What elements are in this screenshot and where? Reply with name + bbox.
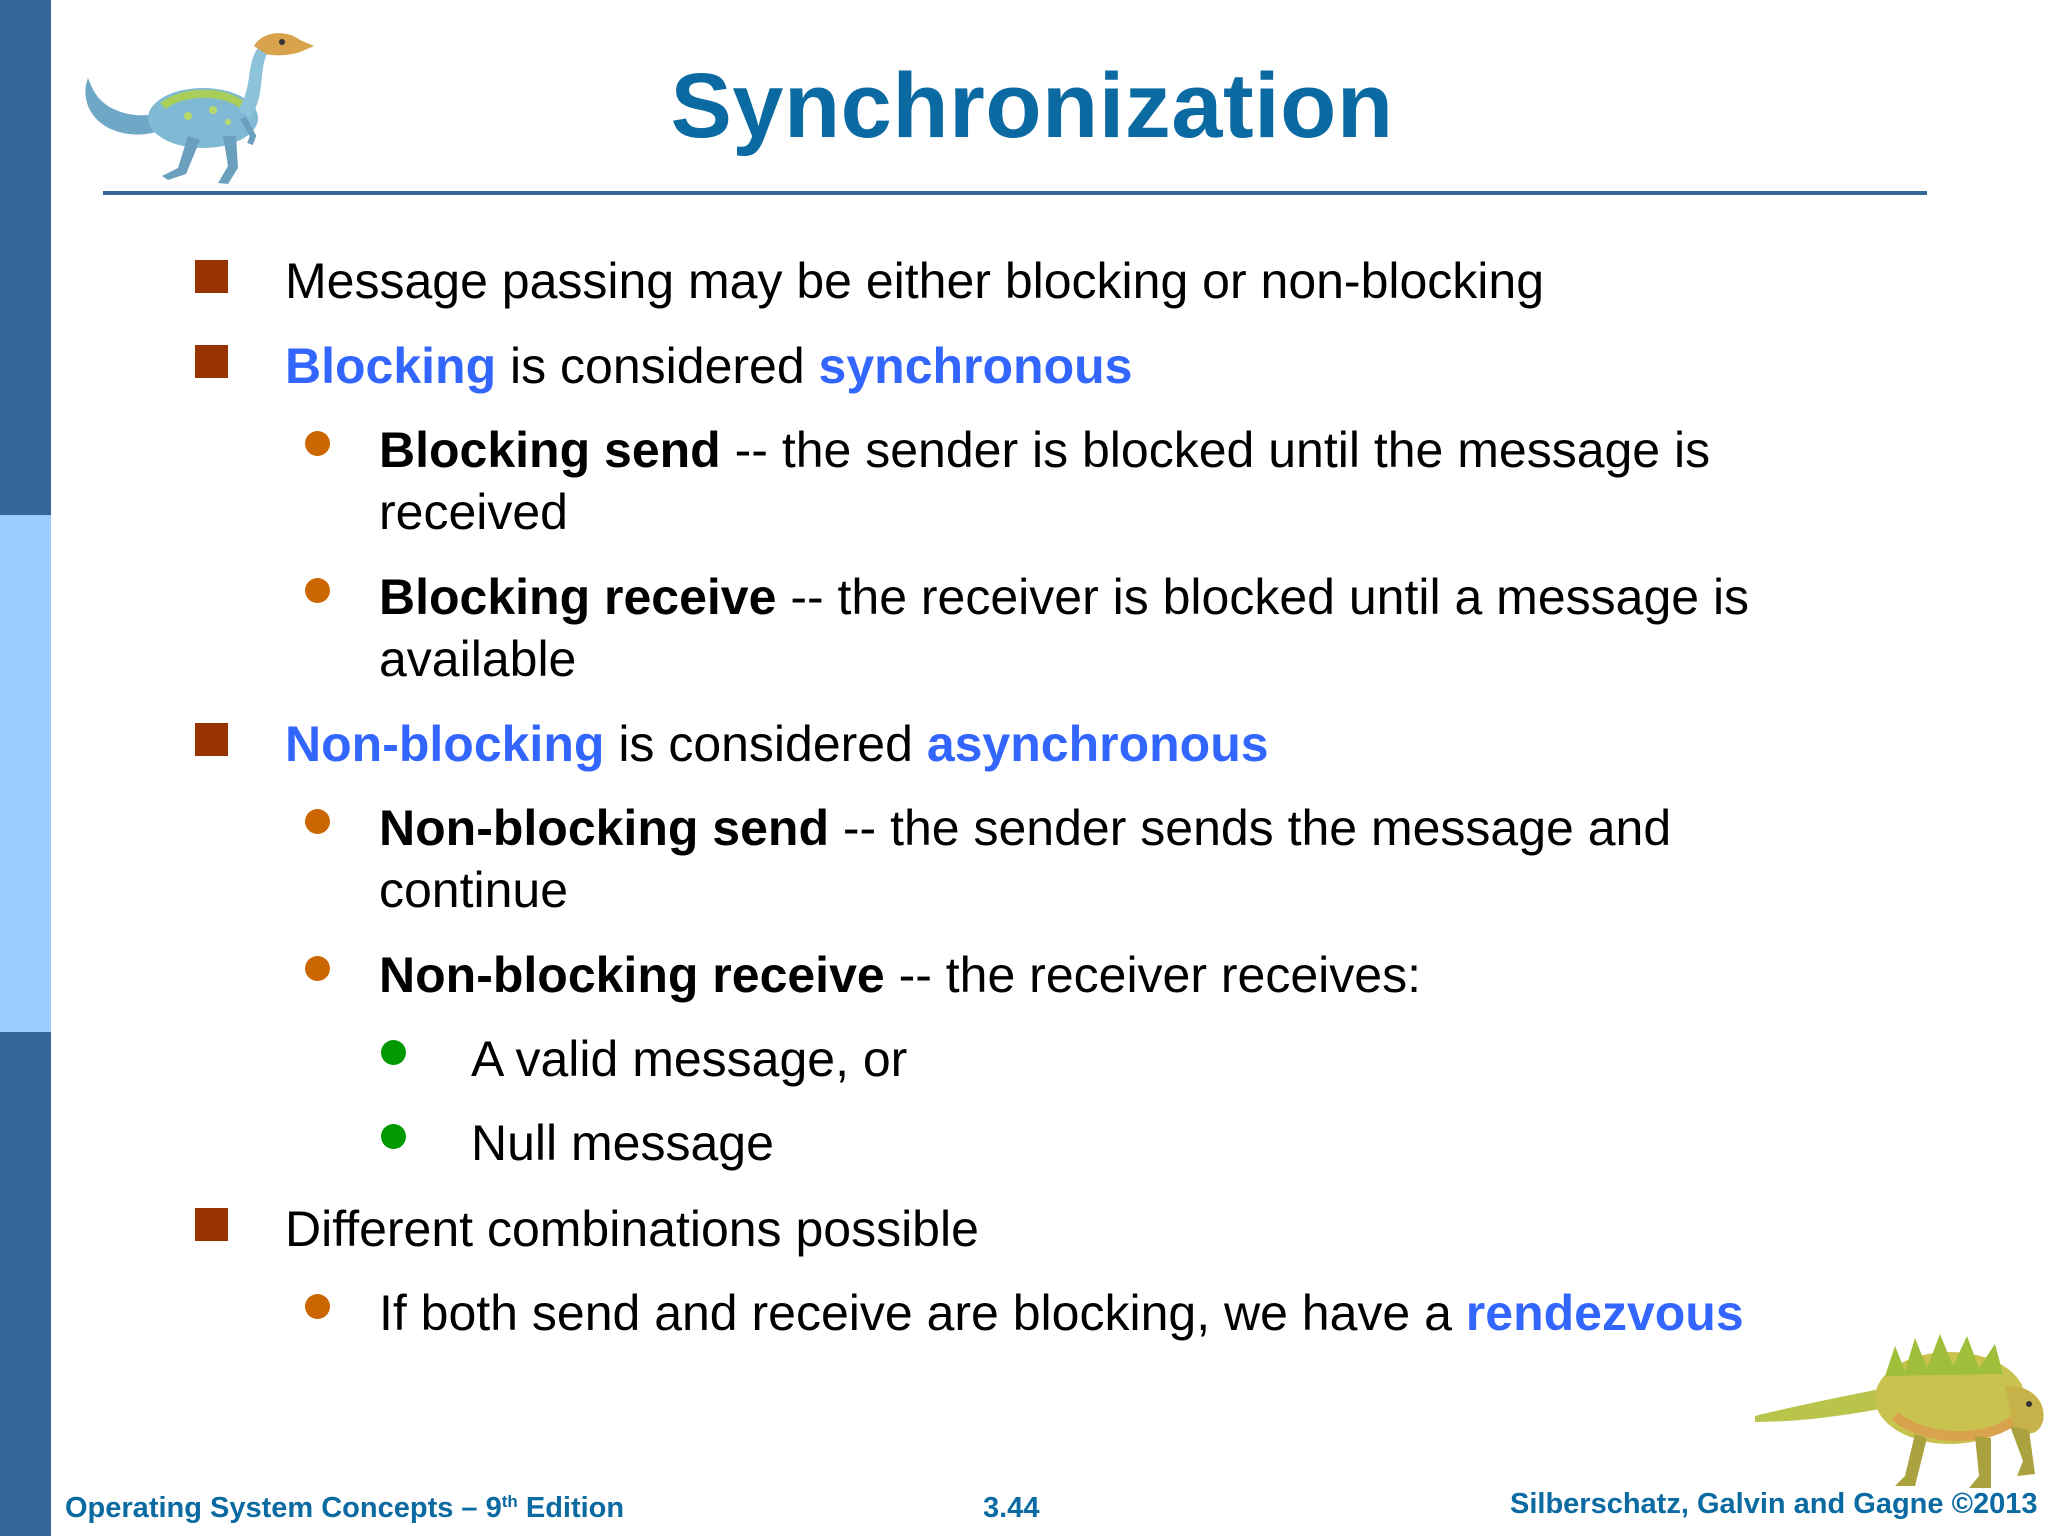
square-bullet-icon: [195, 723, 228, 756]
slide-title: Synchronization: [670, 55, 1394, 157]
bullet-non-blocking: [285, 713, 1269, 775]
footer-authors: Silberschatz, Galvin and Gagne ©2013: [1510, 1488, 2038, 1520]
non-blocking-send-continuation: continue: [379, 862, 569, 918]
title-divider: [103, 191, 1927, 195]
blocking-send-description: -- the sender is blocked until the message is: [720, 422, 1711, 478]
term-non-blocking: Non-blocking: [285, 716, 605, 772]
term-blocking: Blocking: [285, 338, 497, 394]
blocking-send-continuation: received: [379, 484, 568, 540]
round-bullet-icon: [305, 809, 330, 834]
footer-book-title-text: Operating System Concepts – 9: [65, 1492, 502, 1524]
rendezvous-description: If both send and receive are blocking, we have a: [379, 1285, 1466, 1341]
term-non-blocking-send: Non-blocking send: [379, 800, 829, 856]
square-bullet-icon: [195, 1208, 228, 1241]
term-synchronous: synchronous: [818, 338, 1133, 394]
term-blocking-send: Blocking send: [379, 422, 721, 478]
footer-edition-text: Edition: [517, 1492, 625, 1524]
square-bullet-icon: [195, 345, 228, 378]
term-rendezvous: rendezvous: [1465, 1285, 1744, 1341]
non-blocking-receive-description: -- the receiver receives:: [884, 947, 1421, 1003]
term-non-blocking-receive: Non-blocking receive: [379, 947, 885, 1003]
bullet-non-blocking-text: is considered: [604, 716, 927, 772]
green-bullet-icon: [381, 1040, 406, 1065]
bullet-non-blocking-send: [379, 797, 1671, 859]
bullet-rendezvous: [379, 1282, 1744, 1344]
footer-book-title: [65, 1492, 624, 1525]
bullet-null-message: Null message: [471, 1115, 774, 1171]
round-bullet-icon: [305, 956, 330, 981]
round-bullet-icon: [305, 1294, 330, 1319]
non-blocking-send-description: -- the sender sends the message and: [829, 800, 1672, 856]
sidebar-band-middle: [0, 515, 51, 1032]
bullet-blocking-receive: [379, 566, 1749, 628]
dinosaur-bottom-icon: [1755, 1326, 2048, 1492]
bullet-different-combinations: Different combinations possible: [285, 1201, 979, 1257]
bullet-blocking-send: [379, 419, 1710, 481]
round-bullet-icon: [305, 431, 330, 456]
footer-edition-superscript: th: [501, 1492, 518, 1511]
footer-page-number: 3.44: [983, 1492, 1040, 1524]
green-bullet-icon: [381, 1124, 406, 1149]
bullet-blocking: [285, 335, 1132, 397]
round-bullet-icon: [305, 578, 330, 603]
blocking-receive-continuation: available: [379, 631, 577, 687]
bullet-blocking-text: is considered: [496, 338, 819, 394]
bullet-message-passing: Message passing may be either blocking or non-blocking: [285, 253, 1545, 309]
sidebar-band-bottom: [0, 1032, 51, 1536]
square-bullet-icon: [195, 260, 228, 293]
bullet-valid-message: A valid message, or: [471, 1031, 908, 1087]
bullet-non-blocking-receive: [379, 944, 1421, 1006]
term-asynchronous: asynchronous: [926, 716, 1269, 772]
blocking-receive-description: -- the receiver is blocked until a message is: [776, 569, 1750, 625]
term-blocking-receive: Blocking receive: [379, 569, 777, 625]
